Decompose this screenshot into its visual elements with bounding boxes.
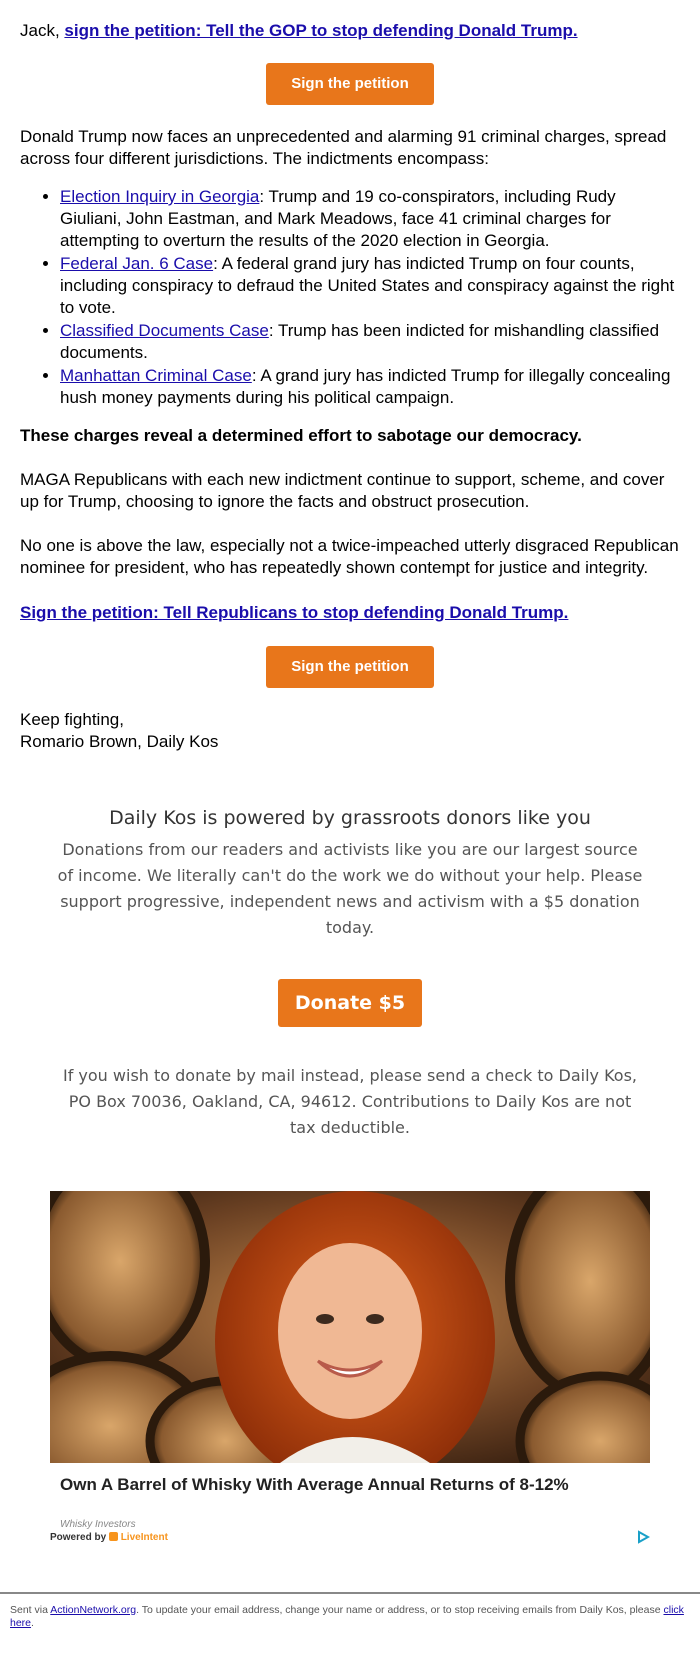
charge-link-documents[interactable]: Classified Documents Case (60, 321, 269, 340)
ad-image[interactable] (50, 1191, 650, 1463)
bold-statement: These charges reveal a determined effort to sabotage our democracy. (20, 426, 582, 445)
charges-list (60, 186, 680, 409)
charge-text: : A federal grand jury has indicted Trump on four counts, including conspiracy to defraud the United States and conspiracy against the right to vote. (60, 254, 675, 317)
signoff-line-2: Romario Brown, Daily Kos (20, 732, 219, 751)
liveintent-icon (109, 1532, 118, 1541)
petition-link-bottom[interactable]: Sign the petition: Tell Republicans to stop defending Donald Trump. (20, 603, 569, 622)
ad-footer (50, 1530, 650, 1544)
charge-text: : Trump and 19 co-conspirators, including Rudy Giuliani, John Eastman, and Mark Meadows, face 41 criminal charges for attempting to overturn the results of the 2020 election in Georgia. (60, 187, 616, 250)
greeting (20, 0, 680, 42)
email-footer (0, 1592, 700, 1630)
petition-link-paragraph (20, 602, 680, 624)
ad-headline[interactable]: Own A Barrel of Whisky With Average Annual Returns of 8-12% (60, 1475, 569, 1494)
whisky-barrel-image (50, 1191, 650, 1463)
adchoices-icon[interactable] (636, 1530, 650, 1544)
maga-paragraph: MAGA Republicans with each new indictment continue to support, scheme, and cover up for Trump, choosing to ignore the facts and obstruct prosecution. (20, 470, 665, 511)
footer-prefix: Sent via (10, 1604, 51, 1616)
charge-link-manhattan[interactable]: Manhattan Criminal Case (60, 366, 252, 385)
donor-body: Donations from our readers and activists like you are our largest source of income. We literally can't do the work we do without your help. Please support progressive, independent news and activism with a $5 donation today. (57, 840, 643, 937)
petition-link-top[interactable]: sign the petition: Tell the GOP to stop defending Donald Trump. (64, 21, 578, 40)
charge-text: : Trump has been indicted for mishandling classified documents. (60, 321, 660, 362)
footer-middle: . To update your email address, change your name or address, or to stop receiving emails from Daily Kos, please (136, 1604, 664, 1616)
sign-petition-button[interactable]: Sign the petition (266, 63, 434, 105)
list-item (60, 186, 680, 252)
charge-link-georgia[interactable]: Election Inquiry in Georgia (60, 187, 260, 206)
petition-button-wrap (20, 63, 680, 105)
signoff (20, 709, 680, 753)
list-item (60, 320, 680, 364)
list-item (60, 253, 680, 319)
powered-by-label: Powered by (50, 1531, 107, 1543)
donor-heading: Daily Kos is powered by grassroots donors like you (109, 807, 591, 829)
charge-text: : A grand jury has indicted Trump for illegally concealing hush money payments during his political campaign. (60, 366, 671, 407)
sign-petition-button-2[interactable]: Sign the petition (266, 646, 434, 688)
ad-source: Whisky Investors (60, 1519, 136, 1530)
charge-link-jan6[interactable]: Federal Jan. 6 Case (60, 254, 214, 273)
donate-button[interactable]: Donate $5 (278, 979, 422, 1027)
signoff-line-1: Keep fighting, (20, 710, 124, 729)
powered-by (50, 1532, 168, 1543)
liveintent-brand: LiveIntent (120, 1531, 168, 1543)
intro-paragraph: Donald Trump now faces an unprecedented and alarming 91 criminal charges, spread across four different jurisdictions. The indictments encompass: (20, 127, 667, 168)
sponsored-ad[interactable] (50, 1191, 650, 1544)
liveintent-logo[interactable] (109, 1532, 168, 1543)
petition-button-wrap-2 (20, 646, 680, 688)
list-item (60, 365, 680, 409)
unsubscribe-link[interactable]: click here (10, 1604, 684, 1629)
actionnetwork-link[interactable]: ActionNetwork.org (50, 1604, 137, 1616)
email-content (0, 0, 700, 753)
donor-section (0, 807, 700, 1141)
greeting-name: Jack, (20, 21, 60, 40)
footer-suffix: . (31, 1617, 34, 1629)
law-paragraph: No one is above the law, especially not a twice-impeached utterly disgraced Republican nominee for president, who has repeatedly shown contempt for justice and integrity. (20, 536, 679, 577)
mail-donation-note: If you wish to donate by mail instead, please send a check to Daily Kos, PO Box 70036, Oakland, CA, 94612. Contributions to Daily Kos are not tax deductible. (62, 1066, 638, 1137)
donate-button-wrap (0, 979, 700, 1027)
